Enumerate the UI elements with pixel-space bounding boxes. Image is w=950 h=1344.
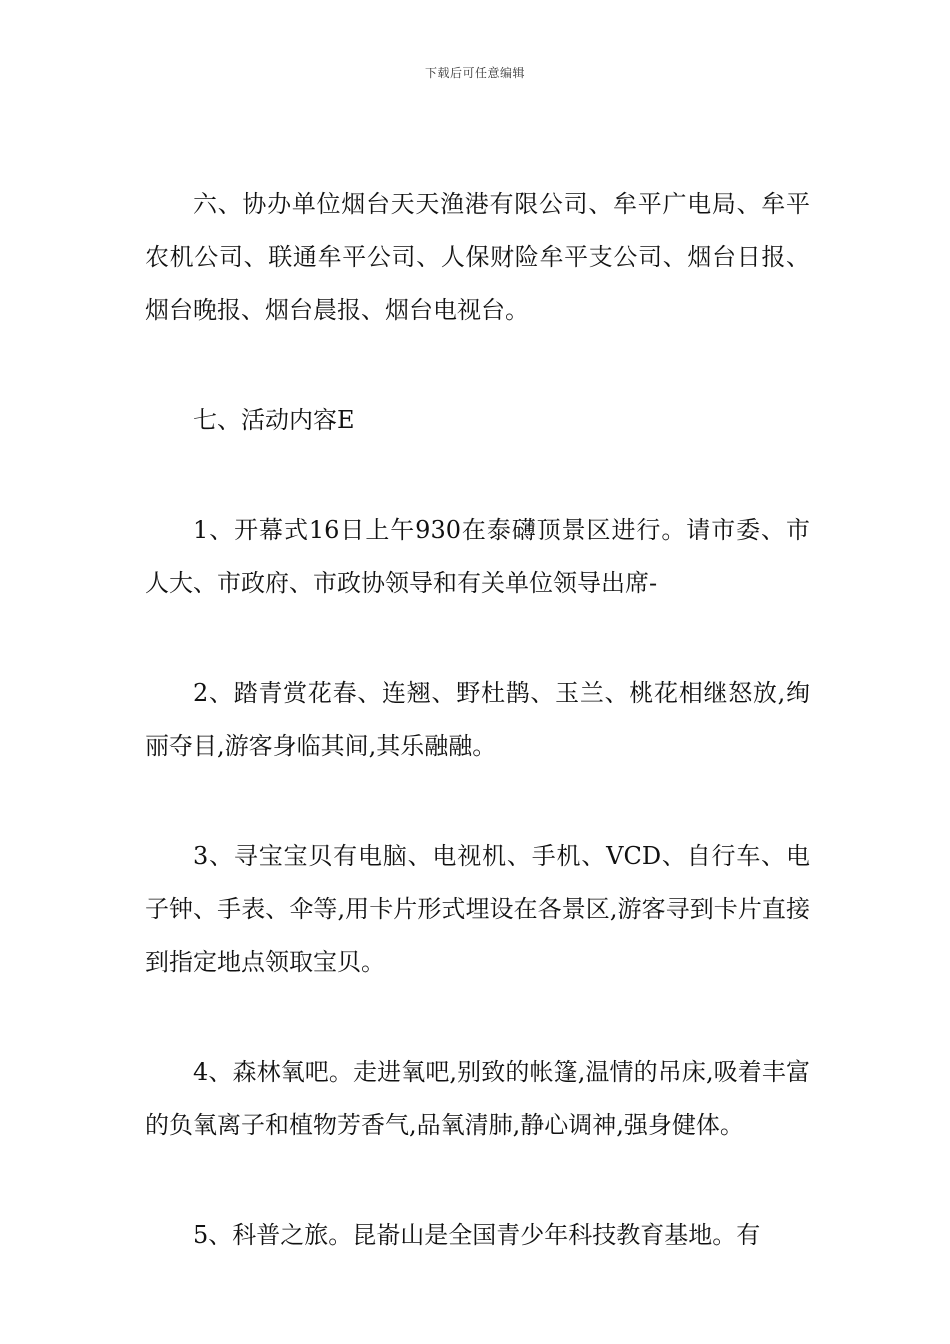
page-header: 下载后可任意编辑 xyxy=(424,66,525,80)
document-body xyxy=(145,178,810,1319)
paragraph-spring-flowers: 2、踏青赏花春、连翘、野杜鹊、玉兰、桃花相继怒放,绚丽夺目,游客身临其间,其乐融融。 xyxy=(145,679,810,760)
paragraph-opening-ceremony: 1、开幕式16日上午930在泰礴顶景区进行。请市委、市人大、市政府、市政协领导和有关单位领导出席- xyxy=(145,516,810,597)
paragraph-activity-heading: 七、活动内容E xyxy=(193,406,355,434)
paragraph-science-tour: 5、科普之旅。昆嵛山是全国青少年科技教育基地。有 xyxy=(193,1221,761,1249)
paragraph-co-organizers: 六、协办单位烟台天天渔港有限公司、牟平广电局、牟平农机公司、联通牟平公司、人保财险牟平支公司、烟台日报、烟台晚报、烟台晨报、烟台电视台。 xyxy=(145,190,810,324)
paragraph-forest-oxygen-bar: 4、森林氧吧。走进氧吧,别致的帐篷,温情的吊床,吸着丰富的负氧离子和植物芳香气,品氧清肺,静心调神,强身健体。 xyxy=(145,1058,810,1139)
paragraph-treasure-hunt: 3、寻宝宝贝有电脑、电视机、手机、VCD、自行车、电子钟、手表、伞等,用卡片形式埋设在各景区,游客寻到卡片直接到指定地点领取宝贝。 xyxy=(145,842,810,976)
